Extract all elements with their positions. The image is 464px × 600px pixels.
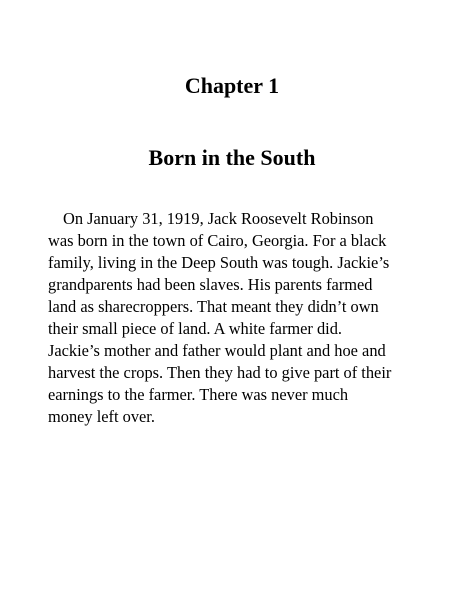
paragraph-line: was born in the town of Cairo, Georgia. For a black — [48, 231, 387, 250]
paragraph-line: Jackie’s mother and father would plant and hoe and — [48, 341, 386, 360]
paragraph-line: grandparents had been slaves. His parents farmed — [48, 275, 373, 294]
paragraph-line: their small piece of land. A white farmer did. — [48, 319, 343, 338]
paragraph-line: money left over. — [48, 407, 155, 426]
chapter-number-heading: Chapter 1 — [184, 73, 280, 98]
paragraph-line: land as sharecroppers. That meant they didn’t own — [48, 297, 379, 316]
paragraph-line: harvest the crops. Then they had to give part of their — [48, 363, 392, 382]
paragraph-line: family, living in the Deep South was tough. Jackie’s — [48, 253, 390, 272]
paragraph-line: earnings to the farmer. There was never much — [48, 385, 349, 404]
chapter-title-heading: Born in the South — [148, 145, 316, 170]
body-paragraph — [48, 208, 408, 428]
paragraph-line: On January 31, 1919, Jack Roosevelt Robinson — [63, 209, 374, 228]
